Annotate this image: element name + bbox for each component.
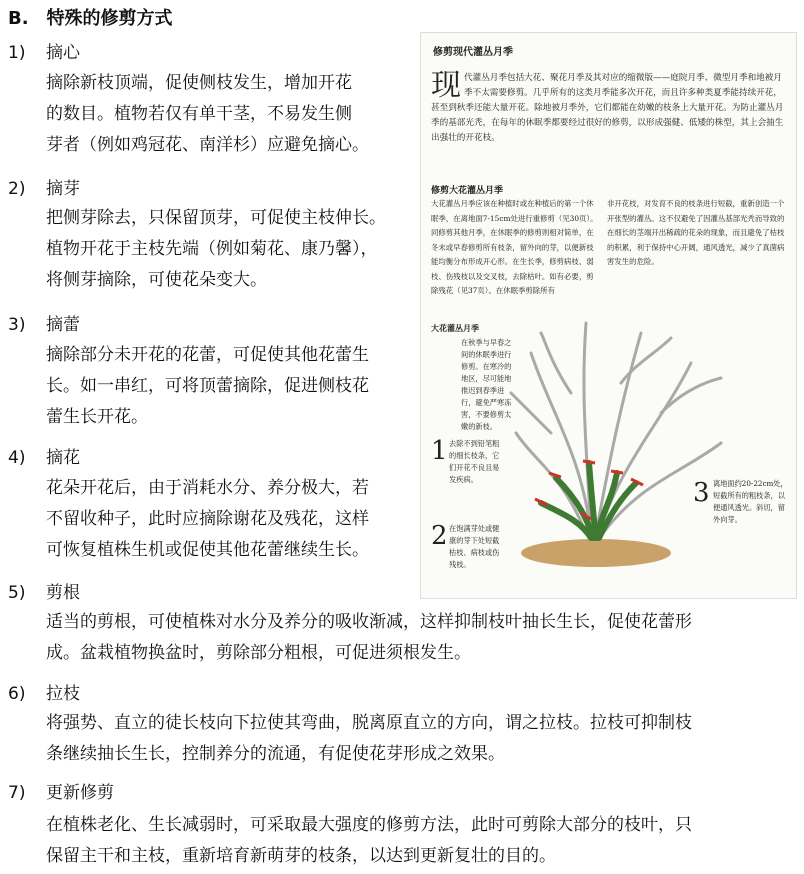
body-line: 芽者（例如鸡冠花、南洋杉）应避免摘心。 [46,135,369,155]
item-number: 5) [8,583,26,603]
section-title: 特殊的修剪方式 [46,8,173,29]
callout-1 [431,438,501,486]
item-number: 2) [8,179,26,199]
callout-number: 2 [431,521,448,551]
callout-number: 1 [431,436,448,466]
section-letter: B. [8,8,29,29]
figure-dropcap: 现 [431,68,461,103]
item-body [46,607,692,669]
body-line: 成。盆栽植物换盆时，剪除部分粗根，可促进须根发生。 [46,643,471,663]
body-line: 不留收种子，此时应摘除谢花及残花，这样 [46,509,369,529]
body-line: 把侧芽除去，只保留顶芽，可促使主枝伸长。 [46,208,386,228]
body-line: 摘除部分未开花的花蕾，可促使其他花蕾生 [46,345,369,365]
body-line: 植物开花于主枝先端（例如菊花、康乃馨）， [46,239,378,259]
body-line: 将强势、直立的徒长枝向下拉使其弯曲，脱离原直立的方向，谓之拉枝。拉枝可抑制枝 [46,713,692,733]
body-line: 的数目。植物若仅有单干茎，不易发生侧 [46,104,352,124]
body-line: 适当的剪根，可使植株对水分及养分的吸收渐减，这样抑制枝叶抽长生长，促使花蕾形 [46,612,692,632]
item-number: 4) [8,448,26,468]
item-title [8,310,80,335]
item-body [46,708,692,770]
body-line: 摘除新枝顶端，促使侧枝发生，增加开花 [46,73,352,93]
body-line: 花朵开花后，由于消耗水分、养分极大，若 [46,478,369,498]
plant-note: 在秋季与早春之间的休眠季进行修剪。在寒冷的地区，尽可能地推迟到春季进行，避免严寒冻害，不要修剪太嫩的新枝。 [461,338,512,431]
callout-text: 离地面约20-22cm处，短截所有的粗枝条，以便通风透光。斜切，留外向芽。 [713,479,788,524]
item-body [46,473,369,566]
body-line: 可恢复植株生机或促使其他花蕾继续生长。 [46,540,369,560]
body-line: 将侧芽摘除，可使花朵变大。 [46,270,267,290]
item-name: 拉枝 [46,684,80,704]
item-body [46,340,369,433]
item-number: 7) [8,783,26,803]
item-title [8,778,114,803]
item-body [46,68,369,161]
item-name: 更新修剪 [46,783,114,803]
section-heading [8,4,173,30]
item-name: 剪根 [46,583,80,603]
callout-3 [693,478,789,526]
plant-label: 大花灌丛月季 [431,323,479,333]
body-line: 长。如一串红，可将顶蕾摘除，促进侧枝花 [46,376,369,396]
figure-column-right: 非开花枝，对发育不良的枝条进行短截，重新创造一个开张型的灌丛。这不仅避免了因灌丛基部光秃而导致的在细长的茎端开出稀疏的花朵的现象，而且避免了枯枝的积累，利于保持中心开阔，通风透光，减少了真菌病害发生的危险。 [607,199,785,266]
item-name: 摘花 [46,448,80,468]
item-body [46,810,692,872]
callout-text: 去除不到铅笔粗的细长枝条，它们开花不良且易发疾病。 [449,439,500,484]
item-title [8,679,80,704]
item-name: 摘心 [46,43,80,63]
item-number: 3) [8,315,26,335]
callout-text: 在饱满芽处或健康的芽下处短截枯枝、病枝或伤残枝。 [449,524,500,569]
item-title [8,443,80,468]
item-name: 摘蕾 [46,315,80,335]
body-line: 蕾生长开花。 [46,407,148,427]
figure-title: 修剪现代灌丛月季 [433,47,513,58]
item-number: 6) [8,684,26,704]
figure-column-left: 大花灌丛月季应该在种植时或在种植后的第一个休眠季，在离地面7-15cm处进行重修剪（见30页）。同修剪其他月季，在休眠季的修剪则相对简单，在冬末或早春修剪所有枝条，留外向的芽，以便新枝能均衡分布形成开心形。在生长季，修剪病枝、弱枝、伤残枝以及交叉枝，去除枯叶。如有必要，剪除残花（见37页）。在休眠季剪除所有 [431,199,598,295]
item-title [8,38,80,63]
figure-intro-text: 代灌丛月季包括大花、聚花月季及其对应的缩微版——庭院月季、微型月季和地被月季不太需要修剪。几乎所有的这类月季能多次开花，而且许多种类夏季能持续开花，甚至到秋季还能大量开花。除地被月季外，它们都能在幼嫩的枝条上大量开花。为防止灌丛月季的基部光秃，在每年的休眠季都要经过很好的修剪，以形成强健、低矮的株型，其上会抽生出强壮的开花枝。 [431,73,784,143]
item-title [8,578,80,603]
body-line: 在植株老化、生长减弱时，可采取最大强度的修剪方法，此时可剪除大部分的枝叶，只 [46,815,692,835]
item-number: 1) [8,43,26,63]
callout-number: 3 [693,478,710,508]
item-body [46,203,386,296]
callout-2 [431,523,501,571]
figure-subtitle: 修剪大花灌丛月季 [431,186,504,196]
item-name: 摘芽 [46,179,80,199]
body-line: 条继续抽长生长，控制养分的流通，有促使花芽形成之效果。 [46,744,505,764]
soil-mound [521,539,671,567]
pruning-figure [420,32,797,599]
body-line: 保留主干和主枝，重新培育新萌芽的枝条，以达到更新复壮的目的。 [46,846,556,866]
item-title [8,174,80,199]
